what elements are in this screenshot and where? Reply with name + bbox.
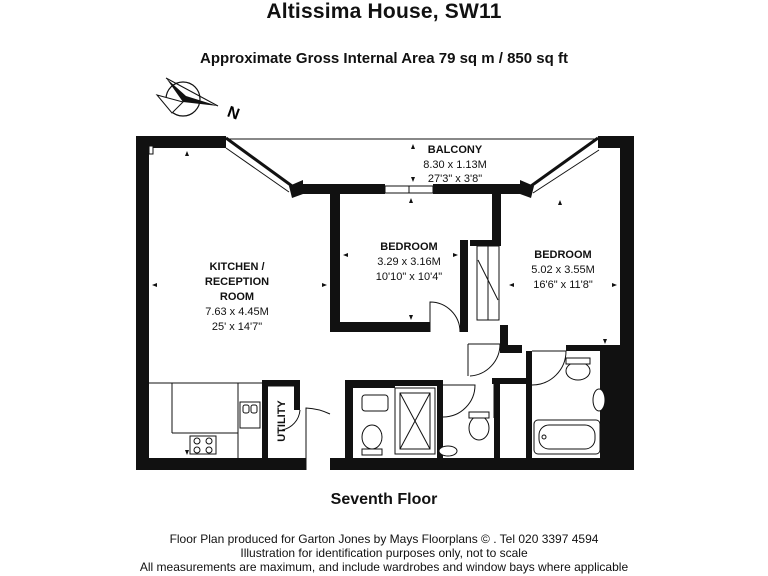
bedroom2-name: BEDROOM: [534, 249, 592, 261]
kitchen-name-3: ROOM: [219, 291, 255, 303]
kitchen-imperial: 25' x 14'7": [211, 321, 263, 333]
balcony-imperial: 27'3" x 3'8": [427, 173, 483, 185]
footer-line-2: Illustration for identification purposes only, not to scale: [240, 546, 528, 560]
balcony-name: BALCONY: [427, 144, 483, 156]
plan-title: Altissima House, SW11: [266, 0, 502, 23]
bedroom1-imperial: 10'10" x 10'4": [375, 271, 443, 283]
compass-icon: [157, 78, 242, 124]
floor-label: Seventh Floor: [330, 491, 438, 508]
kitchen-metric: 7.63 x 4.45M: [205, 306, 269, 318]
footer: [0, 532, 768, 574]
bedroom2-imperial: 16'6" x 11'8": [533, 279, 593, 291]
gross-area-text: Approximate Gross Internal Area 79 sq m / 850 sq ft: [200, 50, 568, 67]
kitchen-name-2: RECEPTION: [204, 276, 270, 288]
bedroom1-name: BEDROOM: [380, 241, 438, 253]
wardrobe: [477, 246, 499, 320]
footer-line-3: All measurements are maximum, and include wardrobes and window bays where applicable: [139, 560, 629, 574]
footer-line-1: Floor Plan produced for Garton Jones by Mays Floorplans © . Tel 020 3397 4594: [169, 532, 599, 546]
kitchen-name-1: KITCHEN /: [209, 261, 265, 273]
bedroom2-metric: 5.02 x 3.55M: [531, 264, 595, 276]
utility-name: UTILITY: [276, 400, 288, 442]
bedroom1-metric: 3.29 x 3.16M: [377, 256, 441, 268]
kitchen-units: [149, 383, 262, 458]
compass-north-label: N: [224, 103, 242, 124]
balcony-metric: 8.30 x 1.13M: [423, 159, 487, 171]
